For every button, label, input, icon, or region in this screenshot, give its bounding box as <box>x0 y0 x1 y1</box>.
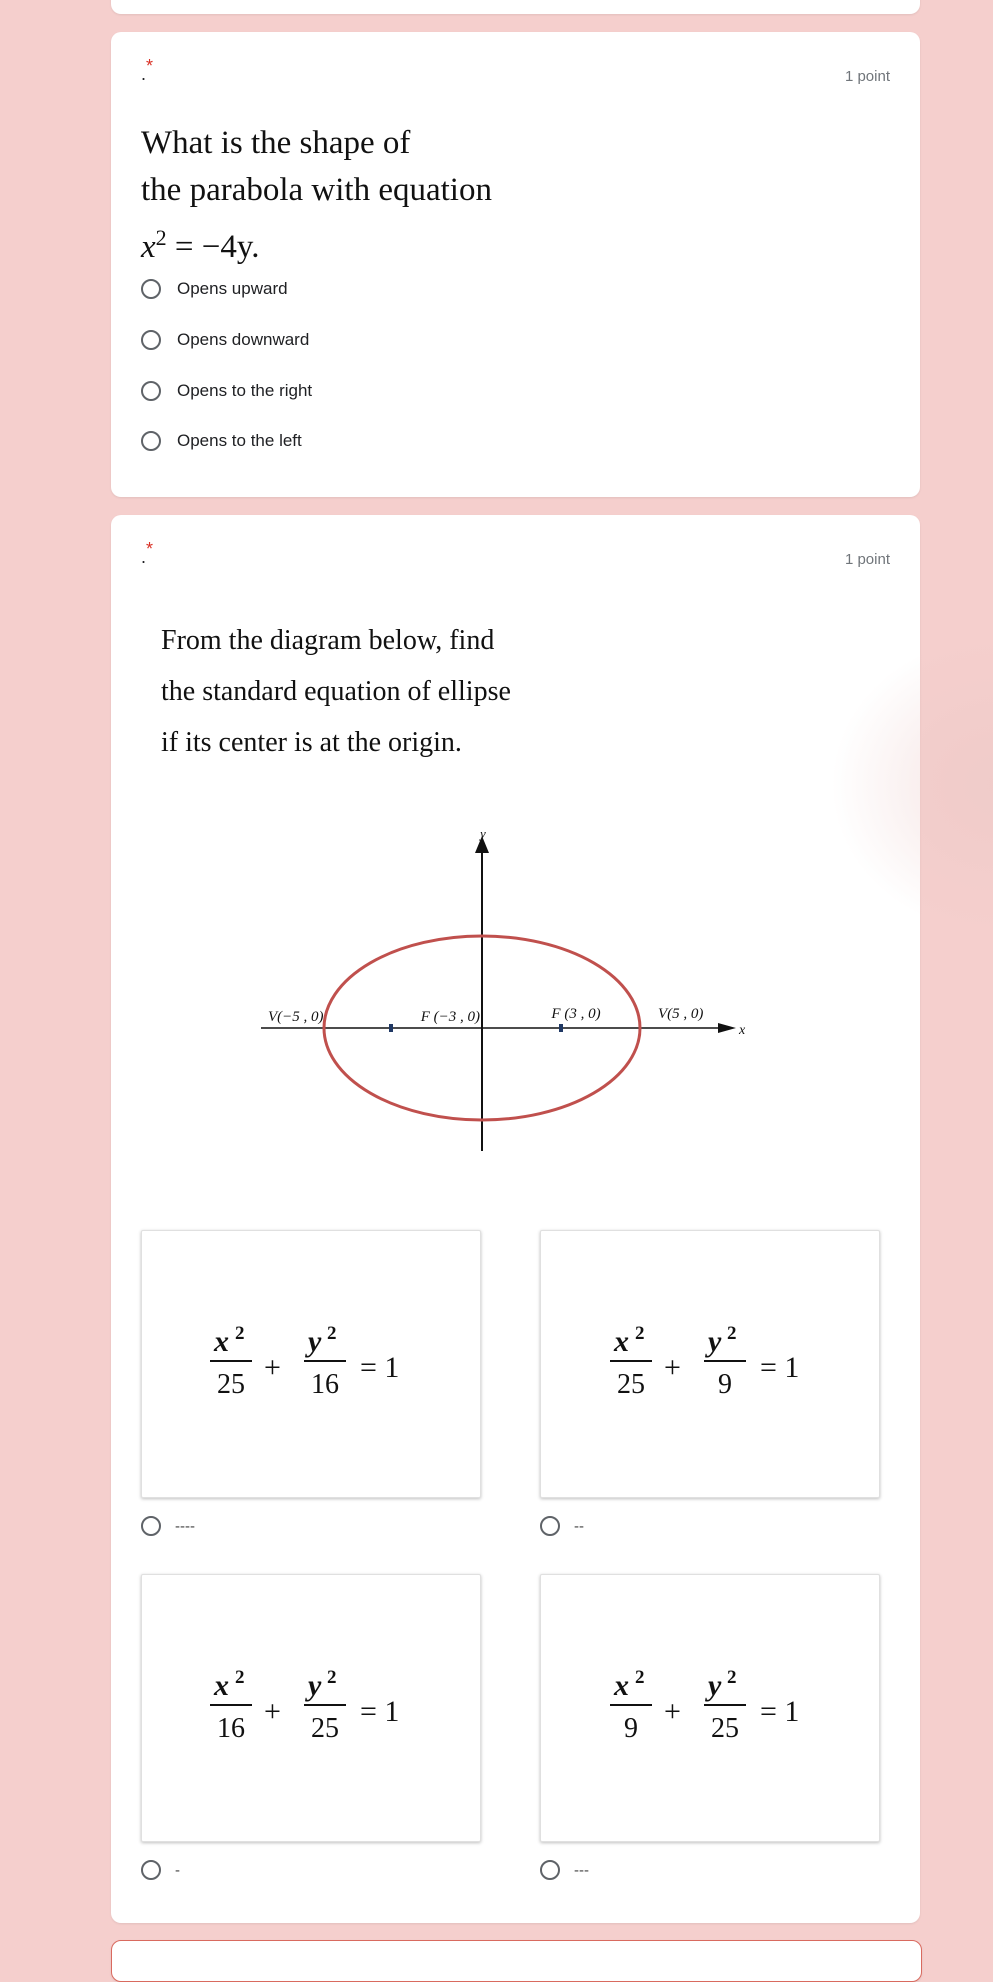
radio-option[interactable]: Opens downward <box>141 325 309 355</box>
svg-text:+: + <box>264 1695 281 1728</box>
svg-text:y: y <box>708 1325 722 1358</box>
radio-option[interactable]: Opens to the left <box>141 426 302 456</box>
radio-option[interactable]: ---- <box>141 1511 195 1541</box>
left-vertex-label: V(−5 , 0) <box>268 1009 324 1025</box>
svg-text:y: y <box>308 1669 322 1702</box>
question-card-1 <box>111 32 920 497</box>
radio-button[interactable] <box>141 381 161 401</box>
option-image[interactable] <box>540 1230 880 1498</box>
right-vertex-label: V(5 , 0) <box>658 1006 704 1022</box>
radio-option[interactable]: - <box>141 1855 180 1885</box>
svg-text:x: x <box>614 1325 629 1358</box>
ellipse-diagram <box>246 818 766 1158</box>
radio-option[interactable]: -- <box>540 1511 584 1541</box>
previous-question-card <box>111 0 920 14</box>
question-title: .* <box>141 539 154 567</box>
svg-text:x: x <box>214 1669 229 1702</box>
svg-text:2: 2 <box>327 1667 337 1688</box>
required-asterisk: * <box>146 56 154 76</box>
svg-text:2: 2 <box>235 1667 245 1688</box>
radio-option[interactable]: Opens upward <box>141 274 288 304</box>
radio-option[interactable]: --- <box>540 1855 589 1885</box>
x-axis-arrow <box>718 1023 736 1033</box>
svg-text:2: 2 <box>727 1667 737 1688</box>
fraction-equation <box>541 1575 879 1841</box>
svg-text:x: x <box>614 1669 629 1702</box>
right-focus-label: F (3 , 0) <box>551 1006 601 1022</box>
next-question-card <box>111 1940 922 1982</box>
radio-button[interactable] <box>540 1516 560 1536</box>
svg-text:2: 2 <box>727 1323 737 1344</box>
radio-button[interactable] <box>141 1860 161 1880</box>
svg-text:2: 2 <box>635 1323 645 1344</box>
question-image-text: From the diagram below, find the standard equation of ellipse if its center is at the origin. <box>161 625 511 758</box>
svg-text:2: 2 <box>327 1323 337 1344</box>
fraction-equation <box>142 1575 480 1841</box>
svg-text:= 1: = 1 <box>360 1695 400 1728</box>
svg-text:x: x <box>214 1325 229 1358</box>
fraction-equation <box>142 1231 480 1497</box>
right-focus-point <box>559 1024 563 1032</box>
equation: $x^2 = -4y$. <box>141 225 260 265</box>
svg-text:y: y <box>308 1325 322 1358</box>
svg-text:+: + <box>664 1695 681 1728</box>
svg-text:25: 25 <box>617 1369 645 1400</box>
points-label: 1 point <box>844 551 890 568</box>
radio-button[interactable] <box>141 279 161 299</box>
svg-text:25: 25 <box>711 1713 739 1744</box>
svg-text:= 1: = 1 <box>760 1351 800 1384</box>
y-axis-label: y <box>480 826 486 841</box>
svg-text:25: 25 <box>217 1369 245 1400</box>
radio-option[interactable]: Opens to the right <box>141 376 312 406</box>
left-focus-label: F (−3 , 0) <box>420 1009 480 1025</box>
radio-button[interactable] <box>141 1516 161 1536</box>
shadow-overlay <box>830 635 993 935</box>
svg-text:= 1: = 1 <box>760 1695 800 1728</box>
svg-text:y: y <box>708 1669 722 1702</box>
left-focus-point <box>389 1024 393 1032</box>
svg-text:9: 9 <box>718 1369 732 1400</box>
question-card-2 <box>111 515 920 1923</box>
fraction-equation <box>541 1231 879 1497</box>
svg-text:9: 9 <box>624 1713 638 1744</box>
svg-text:= 1: = 1 <box>360 1351 400 1384</box>
svg-text:16: 16 <box>311 1369 339 1400</box>
svg-text:2: 2 <box>235 1323 245 1344</box>
radio-button[interactable] <box>540 1860 560 1880</box>
svg-text:25: 25 <box>311 1713 339 1744</box>
option-image[interactable] <box>141 1574 481 1842</box>
required-asterisk: * <box>146 539 154 559</box>
points-label: 1 point <box>844 68 890 85</box>
radio-button[interactable] <box>141 330 161 350</box>
option-image[interactable] <box>141 1230 481 1498</box>
radio-button[interactable] <box>141 431 161 451</box>
option-image[interactable] <box>540 1574 880 1842</box>
svg-text:2: 2 <box>635 1667 645 1688</box>
svg-text:+: + <box>664 1351 681 1384</box>
svg-text:16: 16 <box>217 1713 245 1744</box>
question-image-text: What is the shape of the parabola with equation $x^2 = -4y$. <box>141 120 492 271</box>
x-axis-label: x <box>739 1023 746 1038</box>
question-title: .* <box>141 56 154 84</box>
svg-text:+: + <box>264 1351 281 1384</box>
